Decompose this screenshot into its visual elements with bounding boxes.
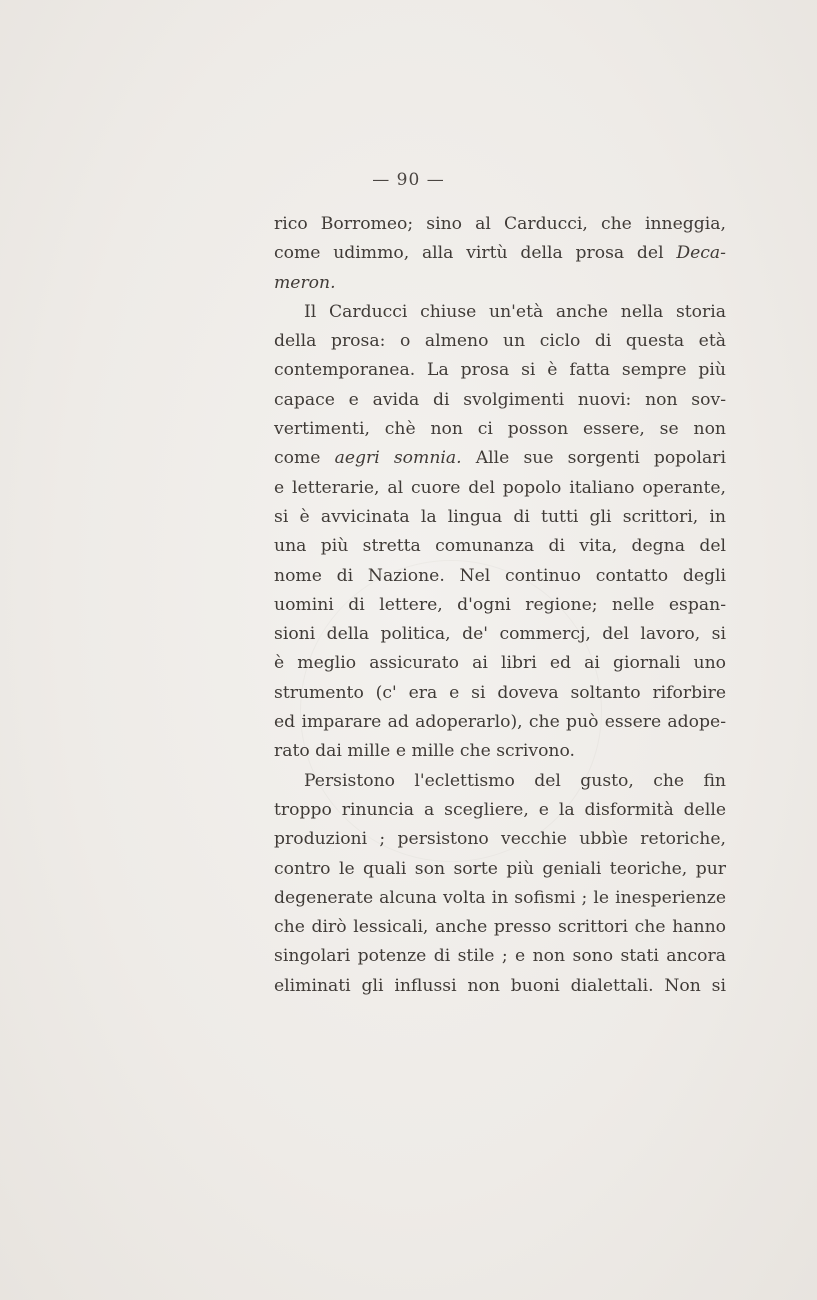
text-line: uomini di lettere, d'ogni regione; nelle espan-: [274, 594, 726, 615]
body-text: [274, 210, 726, 1001]
text-line: vertimenti, chè non ci posson essere, se non: [274, 419, 726, 440]
text-line: rato dai mille e mille che scrivono.: [274, 741, 575, 762]
text-line: una più stretta comunanza di vita, degna del: [274, 536, 726, 557]
text-line: singolari potenze di stile ; e non sono stati ancora: [274, 946, 726, 967]
text-line: Persistono l'eclettismo del gusto, che fin: [304, 770, 726, 791]
text-line: contro le quali son sorte più geniali teoriche, pur: [274, 858, 726, 879]
text-line: si è avvicinata la lingua di tutti gli scrittori, in: [274, 506, 726, 527]
page-number: — 90 —: [372, 170, 445, 190]
italic-word: meron.: [274, 272, 336, 293]
text-line: come udimmo, alla virtù della prosa del Deca-: [274, 243, 726, 264]
italic-word: Deca-: [676, 243, 726, 264]
text-line: strumento (c' era e si doveva soltanto riforbire: [274, 682, 726, 703]
text-line: [274, 269, 726, 298]
text-line: degenerate alcuna volta in sofismi ; le inesperienze: [274, 887, 726, 908]
text-line: capace e avida di svolgimenti nuovi: non sov-: [274, 389, 726, 410]
text-line: e letterarie, al cuore del popolo italiano operante,: [274, 477, 726, 498]
text-line: troppo rinuncia a scegliere, e la disformità delle: [274, 799, 726, 820]
italic-phrase: aegri somnia.: [334, 448, 462, 469]
text-line: contemporanea. La prosa si è fatta sempre più: [274, 360, 726, 381]
text-line: è meglio assicurato ai libri ed ai giornali uno: [274, 653, 726, 674]
text-line: produzioni ; persistono vecchie ubbìe retoriche,: [274, 829, 726, 850]
text-line: sioni della politica, de' commercj, del lavoro, si: [274, 624, 726, 645]
text-line: nome di Nazione. Nel continuo contatto degli: [274, 565, 726, 586]
text-line: come aegri somnia. Alle sue sorgenti popolari: [274, 448, 726, 469]
text-line: ed imparare ad adoperarlo), che può essere adope-: [274, 712, 726, 733]
text-line: Il Carducci chiuse un'età anche nella storia: [304, 301, 726, 322]
text-line: della prosa: o almeno un ciclo di questa età: [274, 331, 726, 352]
text-line: rico Borromeo; sino al Carducci, che inneggia,: [274, 214, 726, 234]
text-line: che dirò lessicali, anche presso scrittori che hanno: [274, 917, 726, 938]
text-line: eliminati gli influssi non buoni dialettali. Non si: [274, 975, 726, 996]
